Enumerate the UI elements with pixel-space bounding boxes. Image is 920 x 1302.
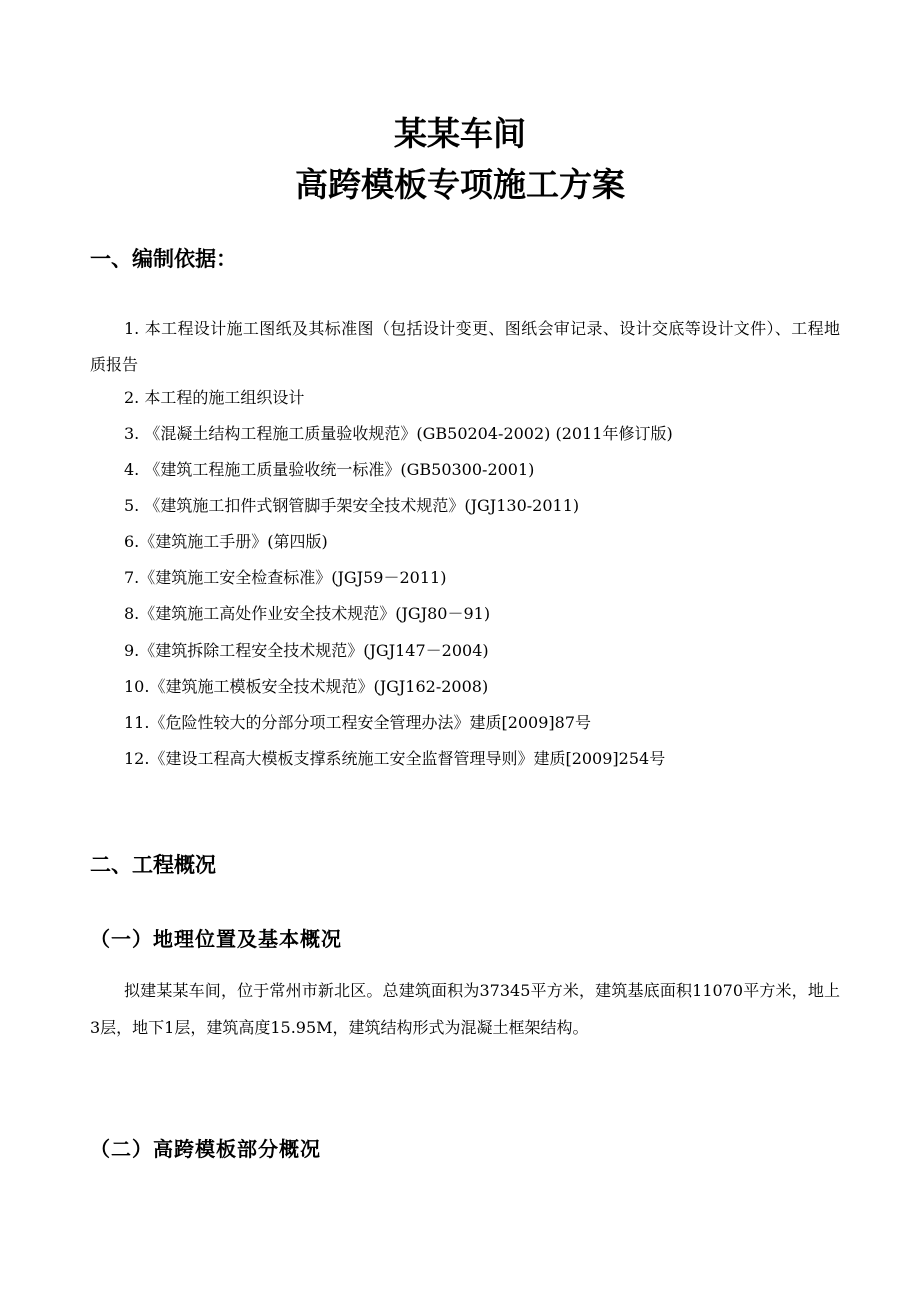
reference-item-4: 4. 《建筑工程施工质量验收统一标准》(GB50300-2001) (124, 460, 535, 479)
reference-item-8: 8.《建筑施工高处作业安全技术规范》(JGJ80－91) (124, 604, 491, 623)
reference-item-3: 3. 《混凝土结构工程施工质量验收规范》(GB50204-2002) (2011年修订版) (124, 424, 673, 443)
subsection-heading-formwork: （二）高跨模板部分概况 (90, 1137, 321, 1161)
document-title-line1: 某某车间 (394, 114, 526, 153)
document-title-line2: 高跨模板专项施工方案 (295, 165, 625, 204)
reference-item-12: 12.《建设工程高大模板支撑系统施工安全监督管理导则》建质[2009]254号 (124, 749, 666, 768)
reference-item-9: 9.《建筑拆除工程安全技术规范》(JGJ147－2004) (124, 641, 489, 660)
reference-item-11: 11.《危险性较大的分部分项工程安全管理办法》建质[2009]87号 (124, 713, 592, 732)
reference-item-1: 1. 本工程设计施工图纸及其标准图（包括设计变更、图纸会审记录、设计交底等设计文件）、工程地质报告 (90, 319, 840, 374)
reference-item-7: 7.《建筑施工安全检查标准》(JGJ59－2011) (124, 568, 447, 587)
reference-item-6: 6.《建筑施工手册》(第四版) (124, 532, 328, 551)
subsection-heading-location: （一）地理位置及基本概况 (90, 927, 342, 951)
reference-item-5: 5. 《建筑施工扣件式钢管脚手架安全技术规范》(JGJ130-2011) (124, 496, 580, 515)
paragraph-location: 拟建某某车间，位于常州市新北区。总建筑面积为37345平方米，建筑基底面积11070平方米，地上3层，地下1层，建筑高度15.95M，建筑结构形式为混凝土框架结构。 (90, 981, 840, 1037)
section-heading-basis: 一、编制依据： (90, 246, 237, 271)
reference-item-10: 10.《建筑施工模板安全技术规范》(JGJ162-2008) (124, 677, 489, 696)
reference-item-2: 2. 本工程的施工组织设计 (124, 388, 305, 407)
section-heading-overview: 二、工程概况 (90, 852, 216, 877)
